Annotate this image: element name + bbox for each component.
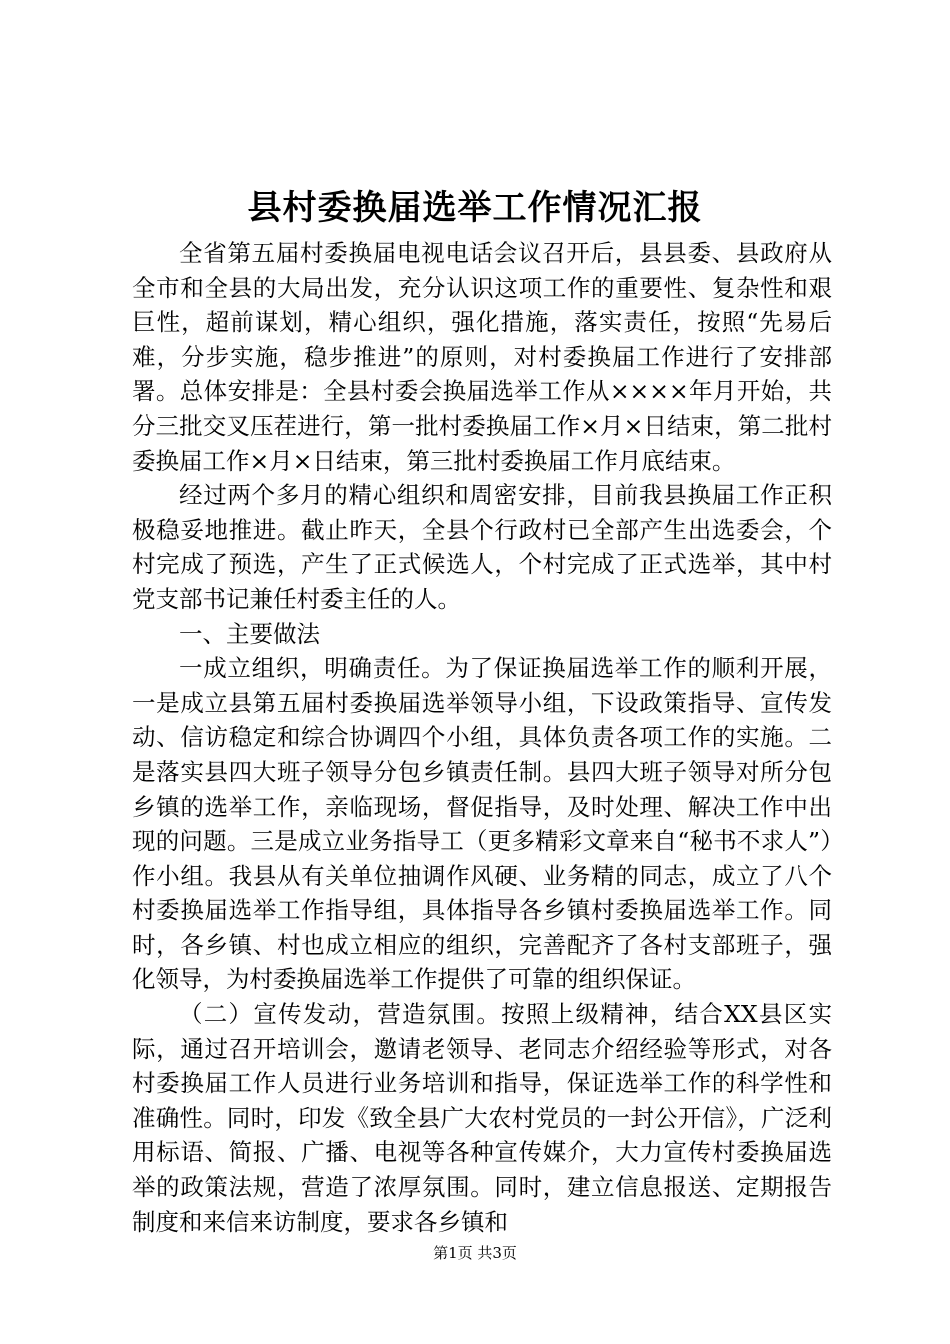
- paragraph-progress: 经过两个多月的精心组织和周密安排，目前我县换届工作正积极稳妥地推进。截止昨天，全县个行政村已全部产生出选委会，个村完成了预选，产生了正式候选人，个村完成了正式选举，其中村党支部书记兼任村委主任的人。: [132, 481, 832, 613]
- paragraph-organization: 一成立组织，明确责任。为了保证换届选举工作的顺利开展，一是成立县第五届村委换届选举领导小组，下设政策指导、宣传发动、信访稳定和综合协调四个小组，具体负责各项工作的实施。二是落实县四大班子领导分包乡镇责任制。县四大班子领导对所分包乡镇的选举工作，亲临现场，督促指导，及时处理、解决工作中出现的问题。三是成立业务指导工（更多精彩文章来自“秘书不求人”）作小组。我县从有关单位抽调作风硬、业务精的同志，成立了八个村委换届选举工作指导组，具体指导各乡镇村委换届选举工作。同时，各乡镇、村也成立相应的组织，完善配齐了各村支部班子，强化领导，为村委换届选举工作提供了可靠的组织保证。: [132, 654, 832, 994]
- document-body: [132, 236, 832, 1239]
- page-number-footer: 第1页 共3页: [433, 1244, 517, 1262]
- paragraph-publicity: （二）宣传发动，营造氛围。按照上级精神，结合XX县区实际，通过召开培训会，邀请老领导、老同志介绍经验等形式，对各村委换届工作人员进行业务培训和指导，保证选举工作的科学性和准确性。同时，印发《致全县广大农村党员的一封公开信》，广泛利用标语、简报、广播、电视等各种宣传媒介，大力宣传村委换届选举的政策法规，营造了浓厚氛围。同时，建立信息报送、定期报告制度和来信来访制度，要求各乡镇和: [132, 1000, 832, 1236]
- document-title: 县村委换届选举工作情况汇报: [247, 188, 703, 228]
- paragraph-intro: 全省第五届村委换届电视电话会议召开后，县县委、县政府从全市和全县的大局出发，充分认识这项工作的重要性、复杂性和艰巨性，超前谋划，精心组织，强化措施，落实责任，按照“先易后难，分步实施，稳步推进”的原则，对村委换届工作进行了安排部署。总体安排是：全县村委会换届选举工作从××××年月开始，共分三批交叉压茬进行，第一批村委换届工作×月×日结束，第二批村委换届工作×月×日结束，第三批村委换届工作月底结束。: [132, 239, 832, 475]
- section-heading-main-practices: 一、主要做法: [179, 619, 320, 648]
